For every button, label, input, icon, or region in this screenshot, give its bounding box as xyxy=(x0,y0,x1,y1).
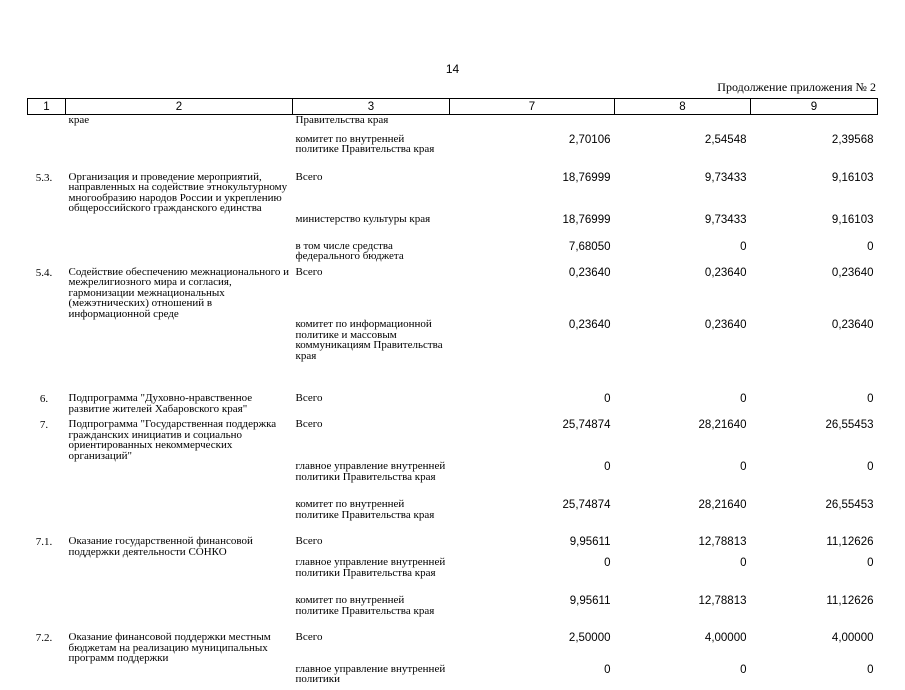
row-name xyxy=(66,319,293,393)
table-row xyxy=(28,536,878,557)
row-executor: главное управление внутренней политики xyxy=(295,662,446,685)
row-number xyxy=(28,664,66,690)
header-col-8: 8 xyxy=(615,99,751,115)
row-executor: комитет по внутренней политике Правительства края xyxy=(295,498,435,521)
row-executor: комитет по информационной политике и массовым коммуникациям Правительства края xyxy=(295,318,443,362)
table-row xyxy=(28,461,878,499)
row-value-col8: 0 xyxy=(740,461,747,473)
page-number: 14 xyxy=(445,62,460,76)
table-header-row xyxy=(28,99,878,115)
row-name xyxy=(66,461,293,499)
row-executor: комитет по внутренней политике Правительства края xyxy=(295,132,435,155)
row-number: 6. xyxy=(39,393,49,405)
row-number xyxy=(28,499,66,536)
table-row xyxy=(28,664,878,690)
row-value-col9: 0 xyxy=(867,240,874,253)
row-executor: Всего xyxy=(295,418,323,430)
table-row xyxy=(28,319,878,393)
row-name xyxy=(66,557,293,595)
row-value-col8: 2,54548 xyxy=(704,133,747,146)
row-value-col7: 0 xyxy=(604,557,611,569)
row-number xyxy=(28,115,66,134)
row-value-col9: 0 xyxy=(867,557,874,569)
row-name xyxy=(66,214,293,241)
row-value-col7: 0,23640 xyxy=(568,319,611,331)
row-value-col8: 9,73433 xyxy=(704,171,747,184)
row-number xyxy=(28,461,66,499)
row-value-col9: 11,12626 xyxy=(826,595,874,607)
row-name: крае xyxy=(68,114,90,126)
row-value-col7: 9,95611 xyxy=(569,595,611,607)
table-row xyxy=(28,134,878,172)
row-executor: Всего xyxy=(295,631,323,643)
row-number xyxy=(28,319,66,393)
row-value-col9: 0 xyxy=(867,461,874,473)
row-value-col7: 7,68050 xyxy=(568,240,611,253)
row-executor: министерство культуры края xyxy=(295,212,431,225)
row-value-col8 xyxy=(615,115,751,134)
row-name xyxy=(66,595,293,632)
row-name: Содействие обеспечению межнационального и межрелигиозного мира и согласия, гармонизации межнациональных (межэтнических) отношений в информационной среде xyxy=(68,265,290,320)
row-executor: Всего xyxy=(295,392,323,404)
row-number xyxy=(28,134,66,172)
row-executor: Всего xyxy=(295,535,323,547)
row-value-col9: 26,55453 xyxy=(825,419,874,431)
row-name xyxy=(66,134,293,172)
row-name xyxy=(66,241,293,267)
row-value-col7: 0 xyxy=(604,461,611,473)
row-executor: в том числе средства федерального бюджета xyxy=(295,239,404,262)
table-row xyxy=(28,419,878,461)
row-number xyxy=(28,595,66,632)
row-value-col7: 25,74874 xyxy=(562,499,611,511)
row-value-col7: 0,23640 xyxy=(568,266,611,279)
row-executor: главное управление внутренней политики Правительства края xyxy=(295,556,446,579)
row-value-col8: 0,23640 xyxy=(704,319,747,331)
row-name: Подпрограмма "Духовно-нравственное развитие жителей Хабаровского края" xyxy=(68,392,253,415)
table-row xyxy=(28,393,878,419)
table-row xyxy=(28,115,878,134)
row-value-col7: 9,95611 xyxy=(569,536,611,548)
row-number xyxy=(28,557,66,595)
row-value-col9: 2,39568 xyxy=(831,133,874,146)
row-value-col7: 0 xyxy=(604,663,611,676)
table-row xyxy=(28,557,878,595)
table-row xyxy=(28,172,878,214)
row-value-col8: 28,21640 xyxy=(698,499,747,511)
row-number: 7.2. xyxy=(35,632,53,644)
table-row xyxy=(28,241,878,267)
row-value-col7: 0 xyxy=(604,393,611,405)
row-executor: Всего xyxy=(295,265,323,278)
row-value-col7: 18,76999 xyxy=(562,171,611,184)
table-row xyxy=(28,595,878,632)
row-value-col7: 25,74874 xyxy=(562,419,611,431)
row-number xyxy=(28,241,66,267)
row-value-col8: 0,23640 xyxy=(704,266,747,279)
row-value-col9 xyxy=(751,115,878,134)
row-value-col7 xyxy=(450,115,615,134)
row-value-col8: 28,21640 xyxy=(698,419,747,431)
row-name: Организация и проведение мероприятий, направленных на содействие этнокультурному многообразию народов России и укреплению общероссийского гражданского единства xyxy=(68,170,288,214)
row-value-col9: 0,23640 xyxy=(831,266,874,279)
header-col-9: 9 xyxy=(751,99,878,115)
row-value-col8: 4,00000 xyxy=(704,632,747,644)
row-name: Оказание государственной финансовой поддержки деятельности СОНКО xyxy=(68,535,253,558)
row-value-col8: 0 xyxy=(740,663,747,676)
table-row xyxy=(28,632,878,664)
row-value-col8: 0 xyxy=(740,557,747,569)
row-value-col9: 11,12626 xyxy=(826,536,874,548)
table-row xyxy=(28,499,878,536)
row-value-col7: 18,76999 xyxy=(562,213,611,226)
row-number xyxy=(28,214,66,241)
row-number: 7.1. xyxy=(35,536,53,548)
row-value-col8: 0 xyxy=(740,393,747,405)
row-value-col9: 0 xyxy=(867,393,874,405)
table-row xyxy=(28,214,878,241)
continuation-note: Продолжение приложения № 2 xyxy=(717,80,876,94)
row-value-col8: 12,78813 xyxy=(698,595,747,607)
row-value-col8: 0 xyxy=(740,240,747,253)
table-row xyxy=(28,267,878,320)
row-name: Подпрограмма "Государственная поддержка гражданских инициатив и социально ориентированных некоммерческих организаций" xyxy=(68,418,277,462)
row-value-col8: 9,73433 xyxy=(704,213,747,226)
row-executor: Правительства края xyxy=(295,114,389,126)
row-executor: главное управление внутренней политики Правительства края xyxy=(295,460,446,483)
row-number: 5.4. xyxy=(35,266,53,279)
row-value-col8: 12,78813 xyxy=(698,536,747,548)
header-col-2: 2 xyxy=(66,99,293,115)
row-executor: Всего xyxy=(295,170,323,183)
row-name: Оказание финансовой поддержки местным бюджетам на реализацию муниципальных программ поддержки xyxy=(68,631,271,664)
row-name xyxy=(66,664,293,690)
header-col-7: 7 xyxy=(450,99,615,115)
row-value-col9: 26,55453 xyxy=(825,499,874,511)
header-col-1: 1 xyxy=(28,99,66,115)
row-value-col9: 0,23640 xyxy=(831,319,874,331)
budget-table xyxy=(27,98,878,690)
row-number: 7. xyxy=(39,419,49,431)
row-value-col7: 2,50000 xyxy=(568,632,611,644)
header-col-3: 3 xyxy=(293,99,450,115)
row-value-col9: 4,00000 xyxy=(831,632,874,644)
row-value-col9: 0 xyxy=(867,663,874,676)
row-value-col7: 2,70106 xyxy=(568,133,611,146)
row-number: 5.3. xyxy=(35,171,53,184)
row-name xyxy=(66,499,293,536)
row-value-col9: 9,16103 xyxy=(831,171,874,184)
row-value-col9: 9,16103 xyxy=(831,213,874,226)
row-executor: комитет по внутренней политике Правительства края xyxy=(295,594,435,617)
